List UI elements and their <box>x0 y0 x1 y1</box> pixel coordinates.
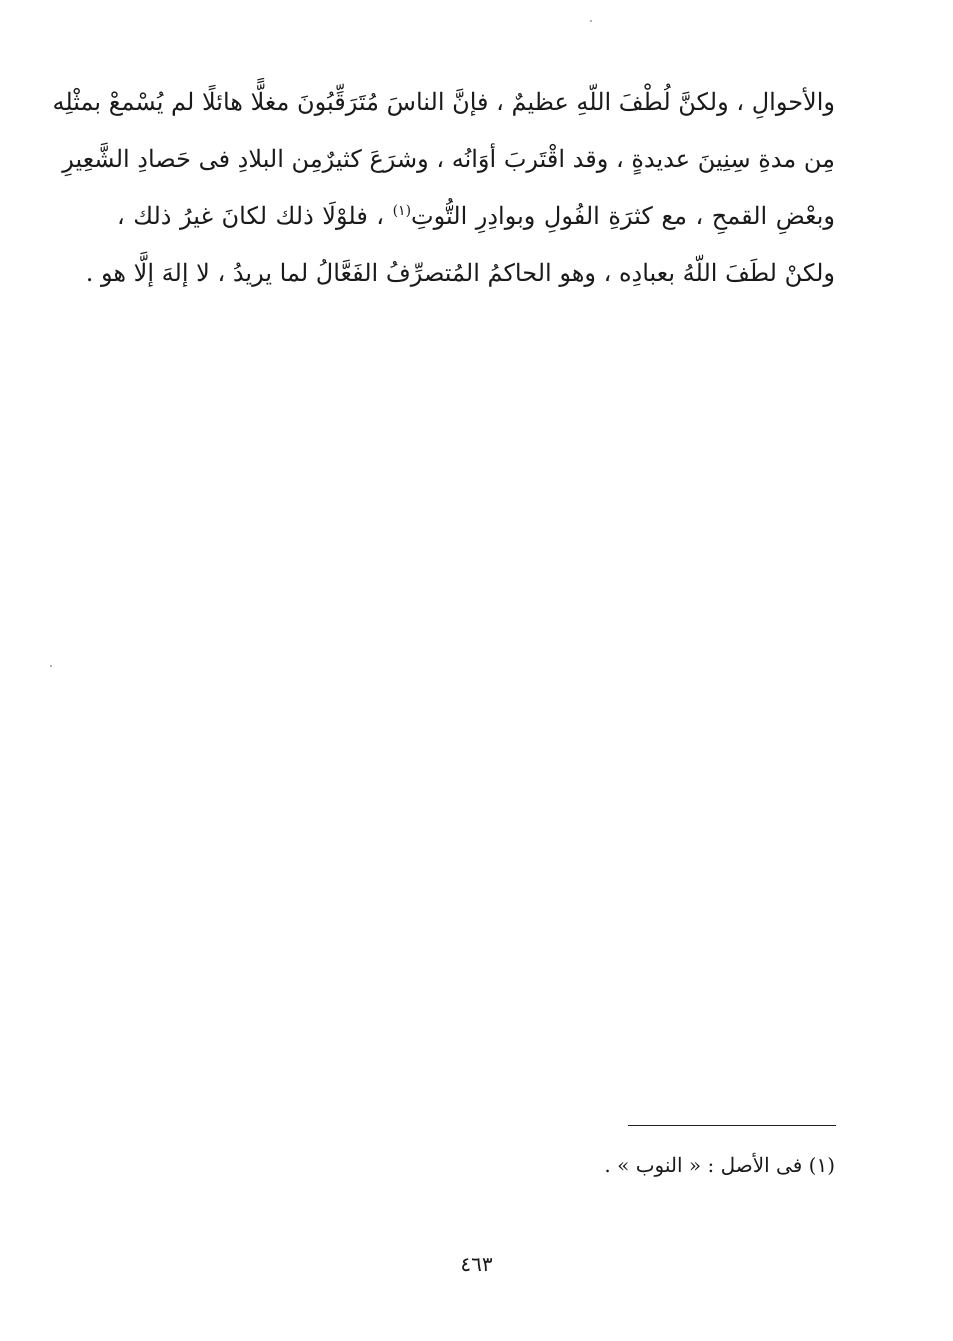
footnote-separator-rule <box>628 1125 836 1126</box>
text-line-4: ولكنْ لطَفَ اللّهُ بعبادِه ، وهو الحاكمُ المُتصرِّفُ الفَعَّالُ لما يريدُ ، لا إلهَ إلَّا هو . <box>85 259 835 287</box>
scan-speck <box>50 665 52 667</box>
main-text-block <box>52 74 835 302</box>
footnote-text: (١) فى الأصل : « النوب » . <box>604 1153 835 1177</box>
scan-speck <box>590 20 592 22</box>
text-line-3-part-2: ، فلوْلَا ذلك لكانَ غيرُ ذلك ، <box>117 202 385 230</box>
text-line-3 <box>117 188 835 245</box>
page-number: ٤٦٣ <box>460 1252 493 1276</box>
text-line-1: والأحوالِ ، ولكنَّ لُطْفَ اللّهِ عظيمٌ ، فإنَّ الناسَ مُتَرَقِّبُونَ مغلًّا هائلًا لم يُسْمعْ بمثْلِه <box>52 88 835 116</box>
text-line-3-part-1: وبعْضِ القمحِ ، مع كثرَةِ الفُولِ وبوادِرِ التُّوتِ <box>411 202 835 230</box>
footnote-reference-marker[interactable]: (١) <box>392 203 412 219</box>
text-line-2: مِن مدةِ سِنِينَ عديدةٍ ، وقد اقْتَربَ أوَانُه ، وشرَعَ كثيرٌمِن البلادِ فى حَصادِ الشَّعِيرِ <box>62 145 835 173</box>
